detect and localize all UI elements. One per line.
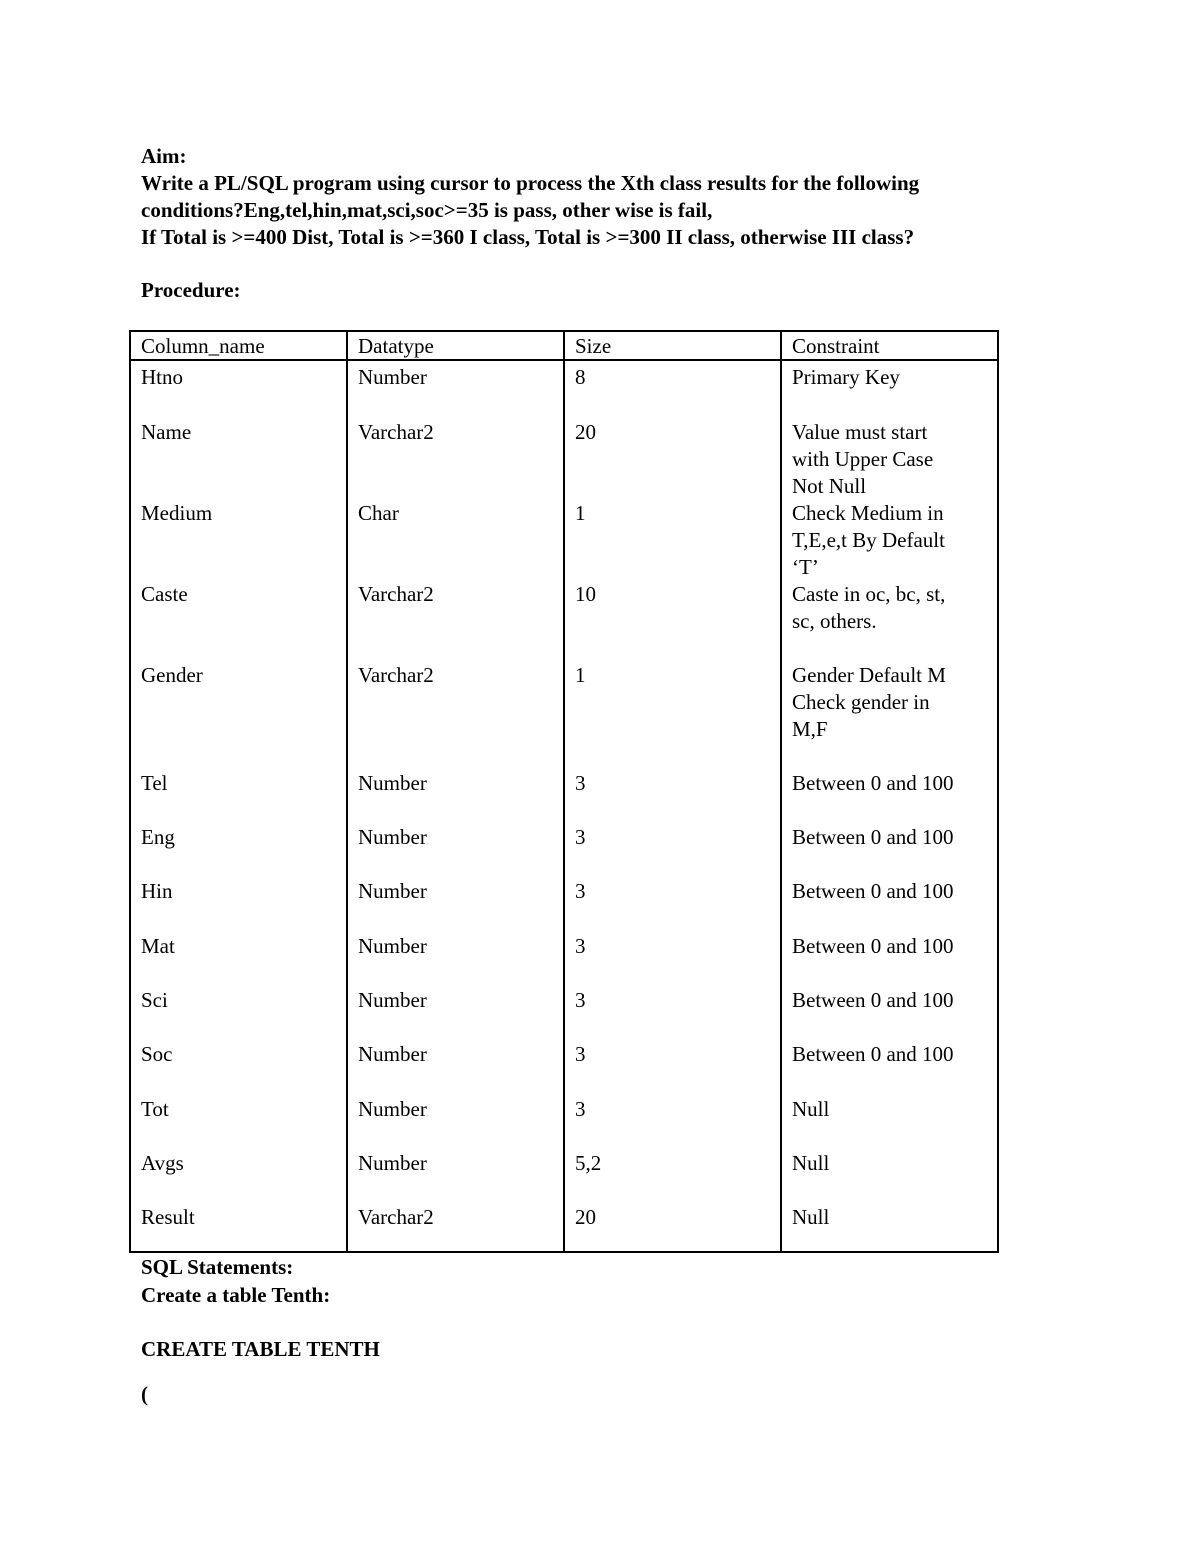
aim-line-3: If Total is >=400 Dist, Total is >=360 I class, Total is >=300 II class, otherwise III class? <box>141 225 915 249</box>
cell-datatype: Varchar2 <box>358 1205 434 1229</box>
cell-size: 3 <box>575 1042 586 1066</box>
cell-column-name: Caste <box>141 582 188 606</box>
cell-constraint: Gender Default M Check gender in M,F <box>792 663 946 741</box>
cell-constraint: Between 0 and 100 <box>792 988 954 1012</box>
cell-size: 3 <box>575 988 586 1012</box>
cell-constraint: Null <box>792 1151 830 1175</box>
cell-datatype: Number <box>358 365 427 389</box>
cell-column-name: Soc <box>141 1042 173 1066</box>
header-datatype: Datatype <box>358 334 434 358</box>
cell-constraint: Primary Key <box>792 365 900 389</box>
cell-datatype: Varchar2 <box>358 663 434 687</box>
cell-datatype: Number <box>358 879 427 903</box>
cell-size: 3 <box>575 771 586 795</box>
cell-datatype: Number <box>358 1042 427 1066</box>
cell-datatype: Number <box>358 988 427 1012</box>
aim-heading: Aim: <box>141 144 187 168</box>
cell-size: 1 <box>575 663 586 687</box>
header-size: Size <box>575 334 612 358</box>
procedure-heading: Procedure: <box>141 278 241 302</box>
cell-datatype: Number <box>358 1151 427 1175</box>
cell-column-name: Result <box>141 1205 195 1229</box>
cell-constraint: Between 0 and 100 <box>792 771 954 795</box>
column-divider <box>563 332 565 1251</box>
cell-size: 8 <box>575 365 586 389</box>
cell-size: 1 <box>575 501 586 525</box>
cell-column-name: Htno <box>141 365 183 389</box>
cell-column-name: Tel <box>141 771 168 795</box>
cell-size: 20 <box>575 420 596 444</box>
cell-size: 3 <box>575 934 586 958</box>
cell-constraint: Between 0 and 100 <box>792 934 954 958</box>
cell-constraint: Null <box>792 1205 830 1229</box>
cell-column-name: Avgs <box>141 1151 184 1175</box>
cell-constraint: Check Medium in T,E,e,t By Default ‘T’ <box>792 501 945 579</box>
cell-column-name: Hin <box>141 879 173 903</box>
cell-datatype: Number <box>358 825 427 849</box>
cell-size: 10 <box>575 582 596 606</box>
aim-line-1: Write a PL/SQL program using cursor to process the Xth class results for the following <box>141 171 920 195</box>
column-divider <box>346 332 348 1251</box>
cell-size: 3 <box>575 1097 586 1121</box>
cell-column-name: Mat <box>141 934 175 958</box>
cell-size: 20 <box>575 1205 596 1229</box>
cell-column-name: Gender <box>141 663 203 687</box>
cell-datatype: Number <box>358 934 427 958</box>
aim-line-2: conditions?Eng,tel,hin,mat,sci,soc>=35 is pass, other wise is fail, <box>141 198 713 222</box>
cell-constraint: Value must start with Upper Case Not Null <box>792 420 934 498</box>
cell-column-name: Name <box>141 420 192 444</box>
cell-size: 3 <box>575 879 586 903</box>
cell-column-name: Sci <box>141 988 168 1012</box>
cell-size: 3 <box>575 825 586 849</box>
cell-constraint: Caste in oc, bc, st, sc, others. <box>792 582 946 633</box>
cell-datatype: Number <box>358 1097 427 1121</box>
open-paren: ( <box>141 1382 148 1406</box>
sql-statements-heading: SQL Statements: <box>141 1255 294 1279</box>
cell-datatype: Char <box>358 501 399 525</box>
cell-datatype: Varchar2 <box>358 582 434 606</box>
cell-datatype: Varchar2 <box>358 420 434 444</box>
cell-column-name: Medium <box>141 501 213 525</box>
cell-constraint: Between 0 and 100 <box>792 1042 954 1066</box>
cell-column-name: Tot <box>141 1097 169 1121</box>
create-table-statement: CREATE TABLE TENTH <box>141 1337 380 1361</box>
cell-size: 5,2 <box>575 1151 602 1175</box>
cell-constraint: Between 0 and 100 <box>792 825 954 849</box>
header-constraint: Constraint <box>792 334 880 358</box>
cell-constraint: Between 0 and 100 <box>792 879 954 903</box>
schema-table <box>129 330 999 1253</box>
header-column-name: Column_name <box>141 334 265 358</box>
cell-column-name: Eng <box>141 825 175 849</box>
cell-constraint: Null <box>792 1097 830 1121</box>
cell-datatype: Number <box>358 771 427 795</box>
column-divider <box>780 332 782 1251</box>
create-table-heading: Create a table Tenth: <box>141 1283 331 1307</box>
